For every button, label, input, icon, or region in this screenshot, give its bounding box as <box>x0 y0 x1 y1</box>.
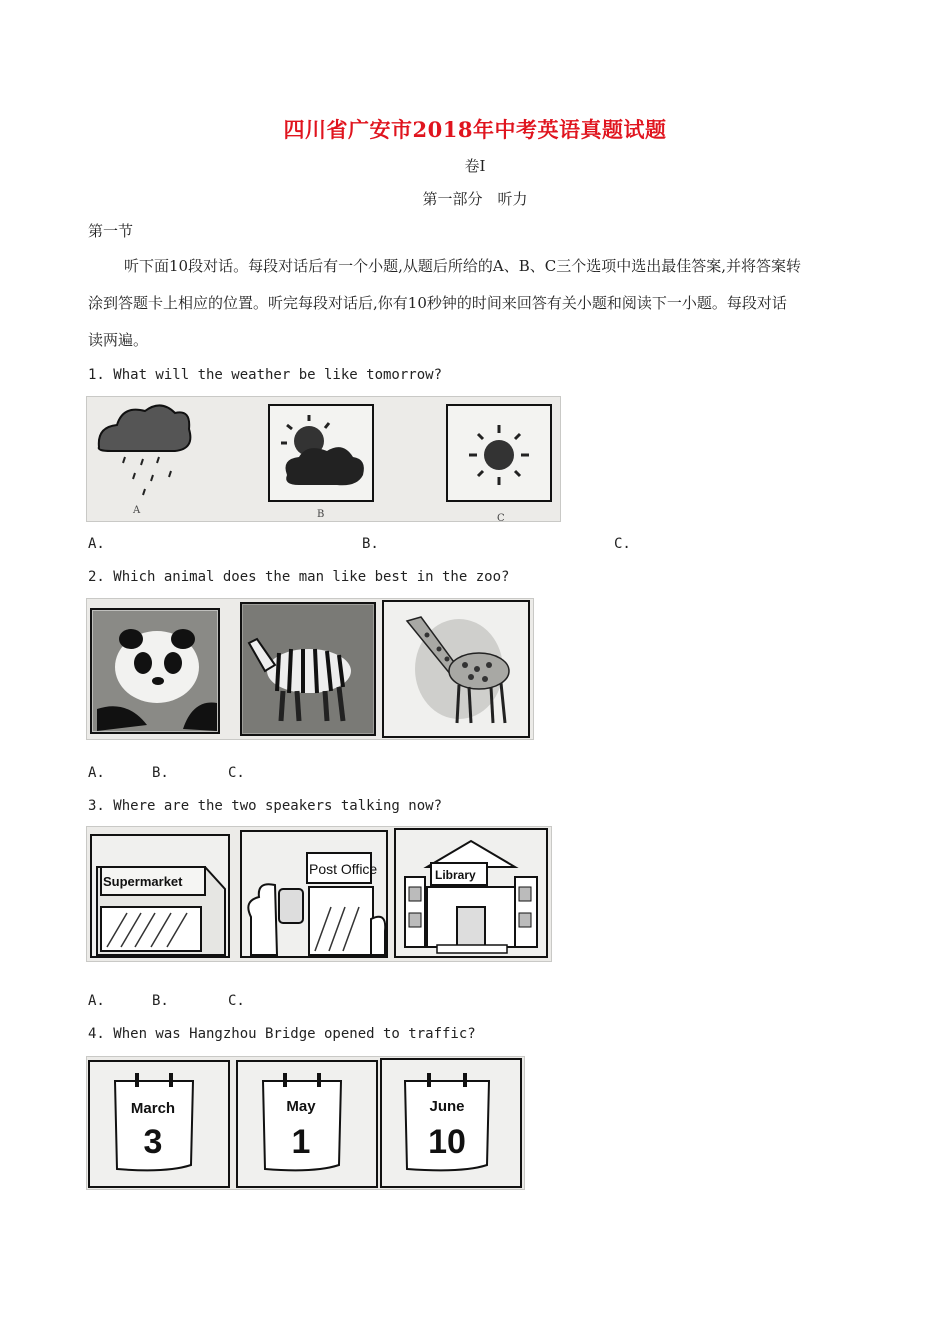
question-4-image <box>86 1056 525 1190</box>
image-label-c: C <box>497 513 505 521</box>
q3-option-b[interactable]: B. <box>152 993 169 1009</box>
q2-option-c[interactable]: C. <box>228 765 245 781</box>
section-name: 第一节 <box>88 222 134 240</box>
supermarket-icon <box>91 835 229 957</box>
rain-cloud-icon <box>99 405 191 495</box>
calendar-month: June <box>429 1098 465 1115</box>
instruction-line-2: 涂到答题卡上相应的位置。听完每段对话后,你有10秒钟的时间来回答有关小题和阅读下一小题。每段对话 <box>88 294 787 312</box>
question-1-image <box>86 396 561 522</box>
image-label-a: A <box>133 505 141 516</box>
zebra-icon <box>243 605 373 733</box>
calendar-month: March <box>130 1100 176 1117</box>
calendar-month: May <box>286 1098 316 1115</box>
calendar-day: 1 <box>291 1123 311 1161</box>
question-3-text: 3. Where are the two speakers talking now? <box>88 798 443 814</box>
panda-icon <box>93 611 217 731</box>
instruction-line-1: 听下面10段对话。每段对话后有一个小题,从题后所给的A、B、C三个选项中选出最佳答案,并将答案转 <box>124 257 801 275</box>
q3-option-a[interactable]: A. <box>88 993 105 1009</box>
calendar-day: 10 <box>428 1123 466 1161</box>
q2-option-a[interactable]: A. <box>88 765 105 781</box>
post-office-sign: Post Office <box>309 861 378 877</box>
question-4-text: 4. When was Hangzhou Bridge opened to traffic? <box>88 1026 476 1042</box>
question-1-text: 1. What will the weather be like tomorrow? <box>88 367 443 383</box>
q1-option-c[interactable]: C. <box>614 536 631 552</box>
library-sign: Library <box>435 868 476 882</box>
calendar-icon <box>405 1073 489 1170</box>
question-2-text: 2. Which animal does the man like best in the zoo? <box>88 569 510 585</box>
part-heading: 第一部分 听力 <box>422 190 528 208</box>
instruction-line-3: 读两遍。 <box>88 331 149 349</box>
q1-option-a[interactable]: A. <box>88 536 105 552</box>
calendar-icon <box>115 1073 193 1170</box>
q1-option-b[interactable]: B. <box>362 536 379 552</box>
question-3-image <box>86 826 552 962</box>
question-2-image <box>86 598 534 740</box>
library-icon <box>395 829 547 957</box>
q3-option-c[interactable]: C. <box>228 993 245 1009</box>
page-title: 四川省广安市2018年中考英语真题试题 <box>283 117 667 142</box>
image-label-b: B <box>317 509 325 520</box>
supermarket-sign: Supermarket <box>103 874 183 889</box>
calendar-icon <box>263 1073 341 1170</box>
post-office-icon <box>241 831 387 957</box>
calendar-day: 3 <box>143 1123 163 1161</box>
volume-label: 卷I <box>464 157 486 175</box>
q2-option-b[interactable]: B. <box>152 765 169 781</box>
